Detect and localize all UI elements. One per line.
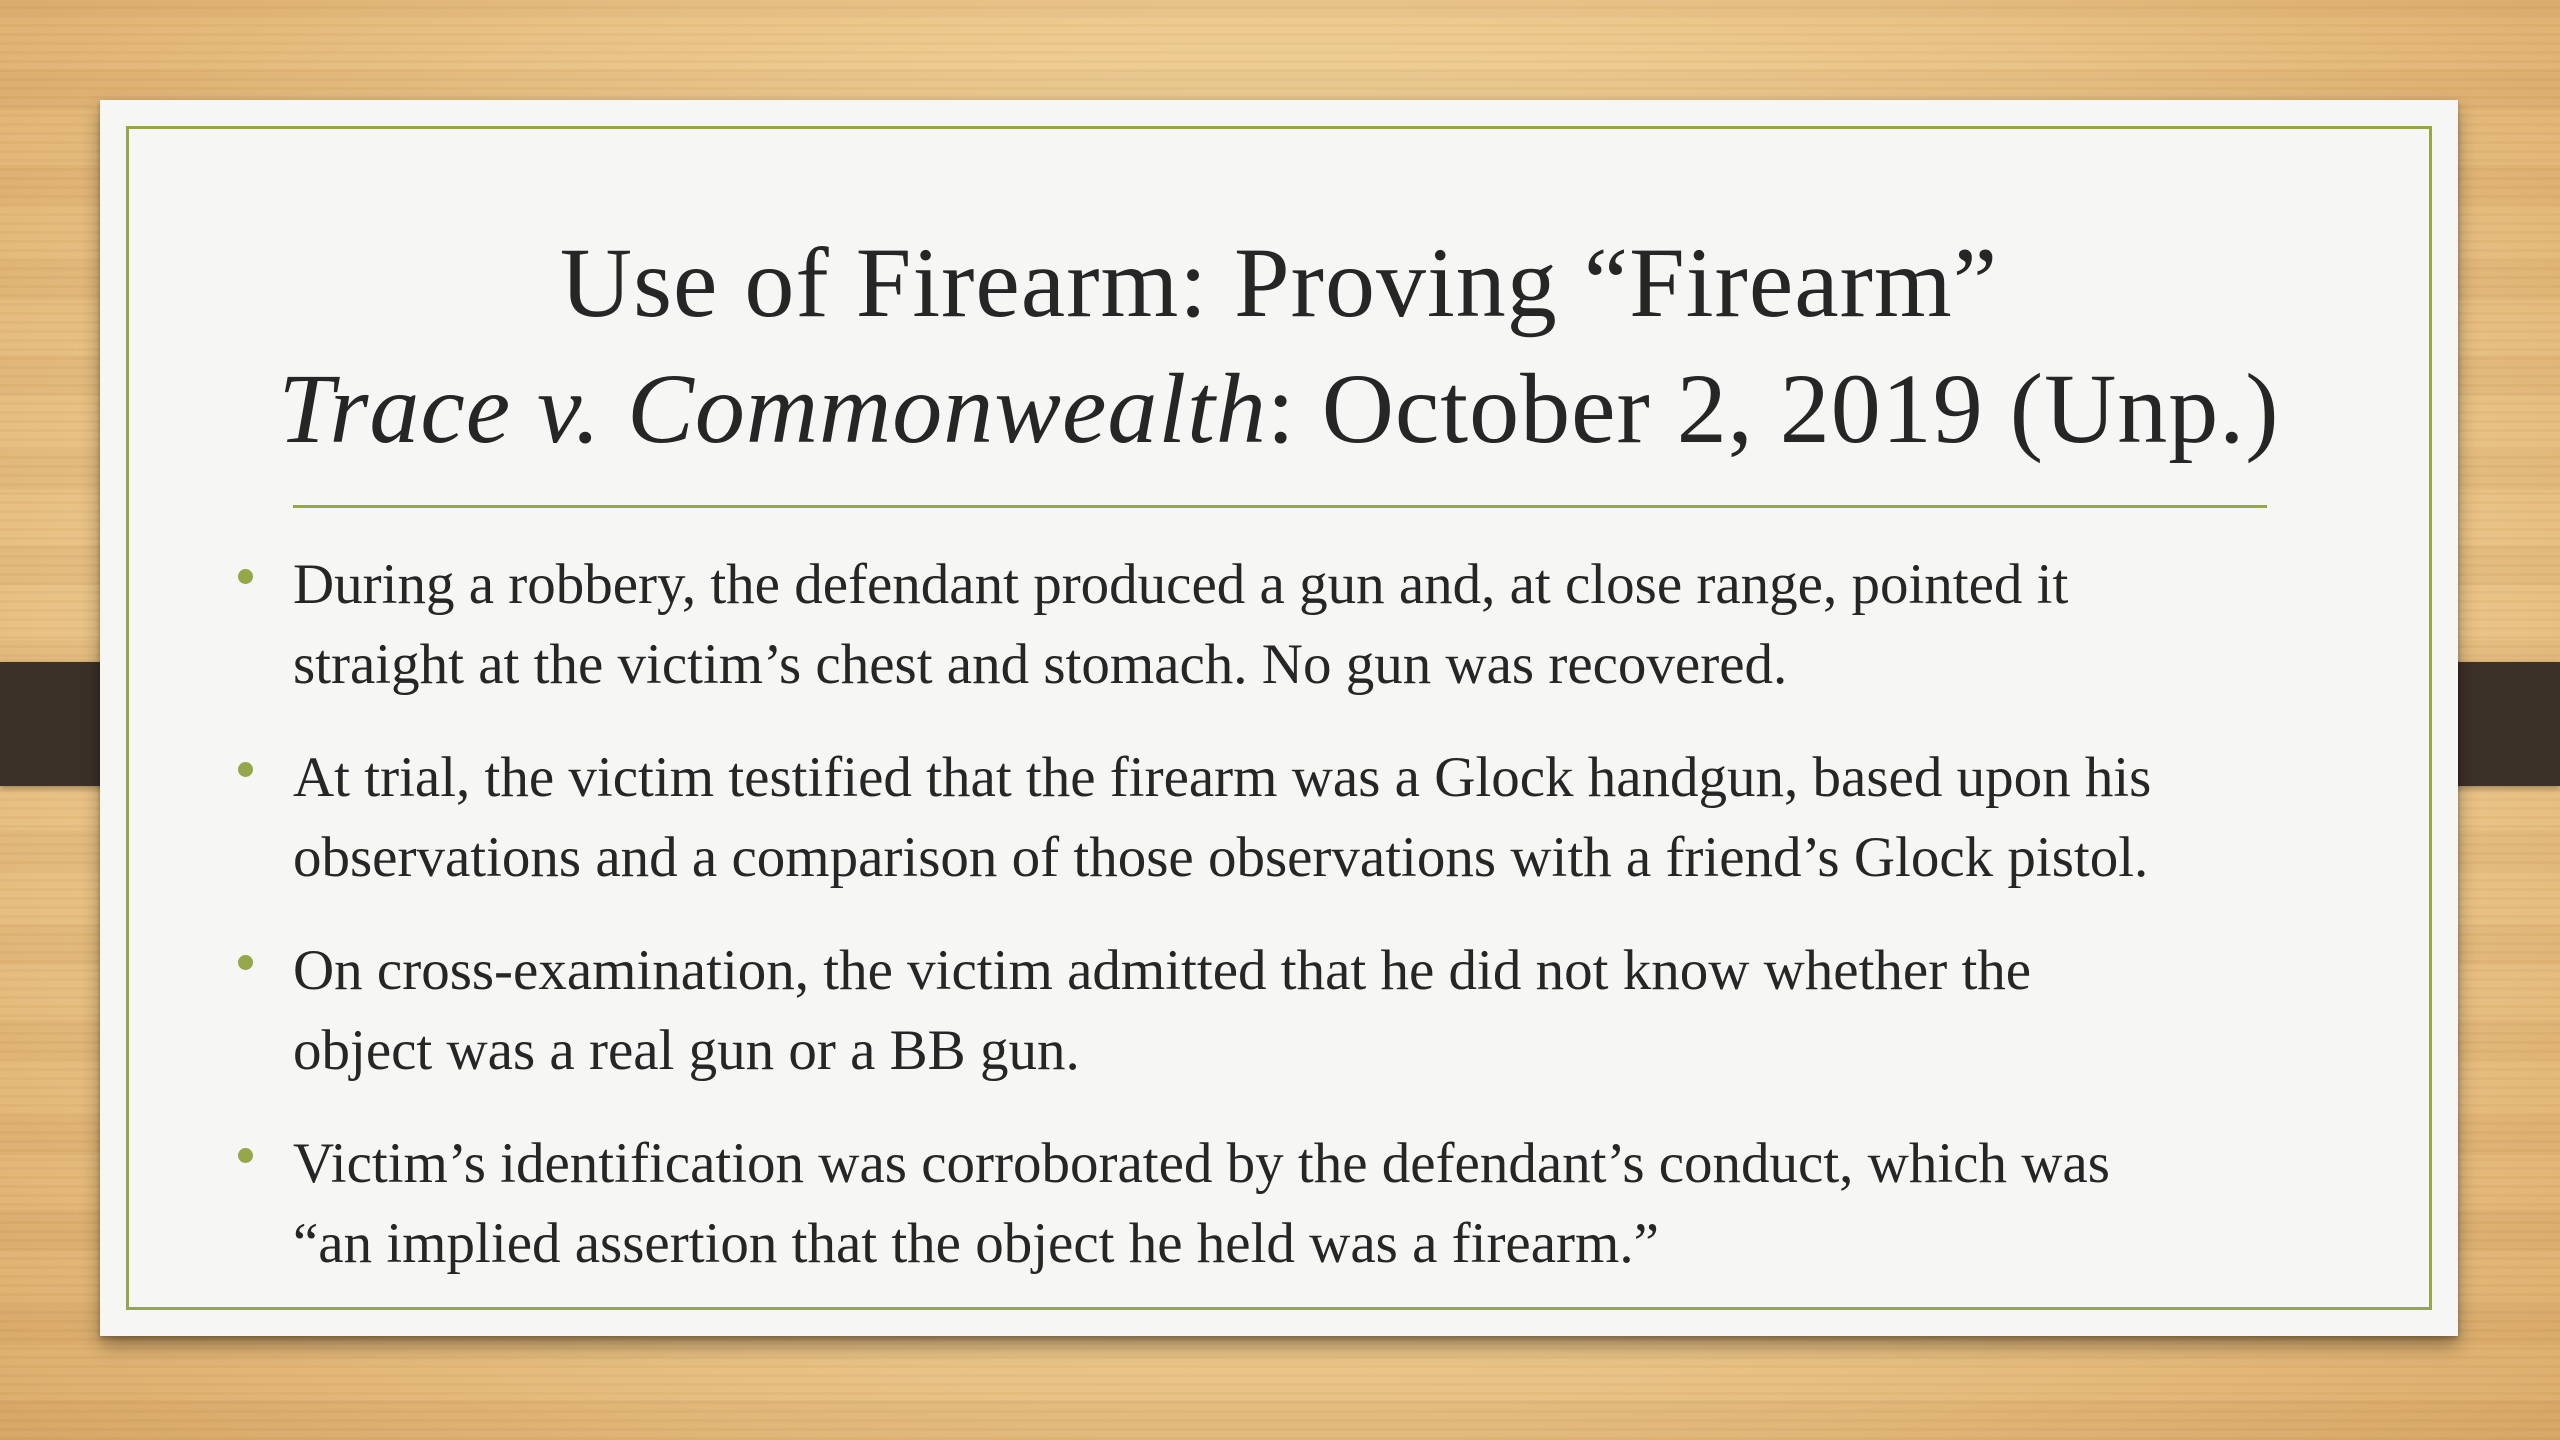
bullet-dot-icon — [238, 762, 253, 777]
case-date: : October 2, 2019 (Unp.) — [1266, 353, 2280, 464]
bullet-item — [293, 738, 2433, 898]
bullet-list — [293, 545, 2433, 1317]
bullet-item — [293, 1124, 2433, 1284]
slide-title — [100, 220, 2458, 472]
bullet-text: During a robbery, the defendant produced a gun and, at close range, pointed it — [293, 553, 2069, 616]
bullet-text: On cross-examination, the victim admitted that he did not know whether the — [293, 939, 2032, 1002]
bullet-dot-icon — [238, 569, 253, 584]
bullet-item — [293, 931, 2433, 1091]
case-name: Trace v. Commonwealth — [278, 353, 1267, 464]
bullet-text: At trial, the victim testified that the firearm was a Glock handgun, based upon his — [293, 746, 2152, 809]
bullet-text: Victim’s identification was corroborated by the defendant’s conduct, which was — [293, 1132, 2110, 1195]
bullet-text: “an implied assertion that the object he held was a firearm.” — [293, 1212, 1659, 1275]
bullet-text: object was a real gun or a BB gun. — [293, 1019, 1080, 1082]
bullet-text: straight at the victim’s chest and stomach. No gun was recovered. — [293, 633, 1788, 696]
slide-card — [100, 100, 2458, 1336]
bullet-dot-icon — [238, 955, 253, 970]
title-divider — [293, 505, 2267, 508]
title-line-1: Use of Firearm: Proving “Firearm” — [559, 227, 1999, 338]
title-line-2 — [100, 346, 2458, 472]
bullet-item — [293, 545, 2433, 705]
bullet-text: observations and a comparison of those observations with a friend’s Glock pistol. — [293, 826, 2149, 889]
bullet-dot-icon — [238, 1148, 253, 1163]
